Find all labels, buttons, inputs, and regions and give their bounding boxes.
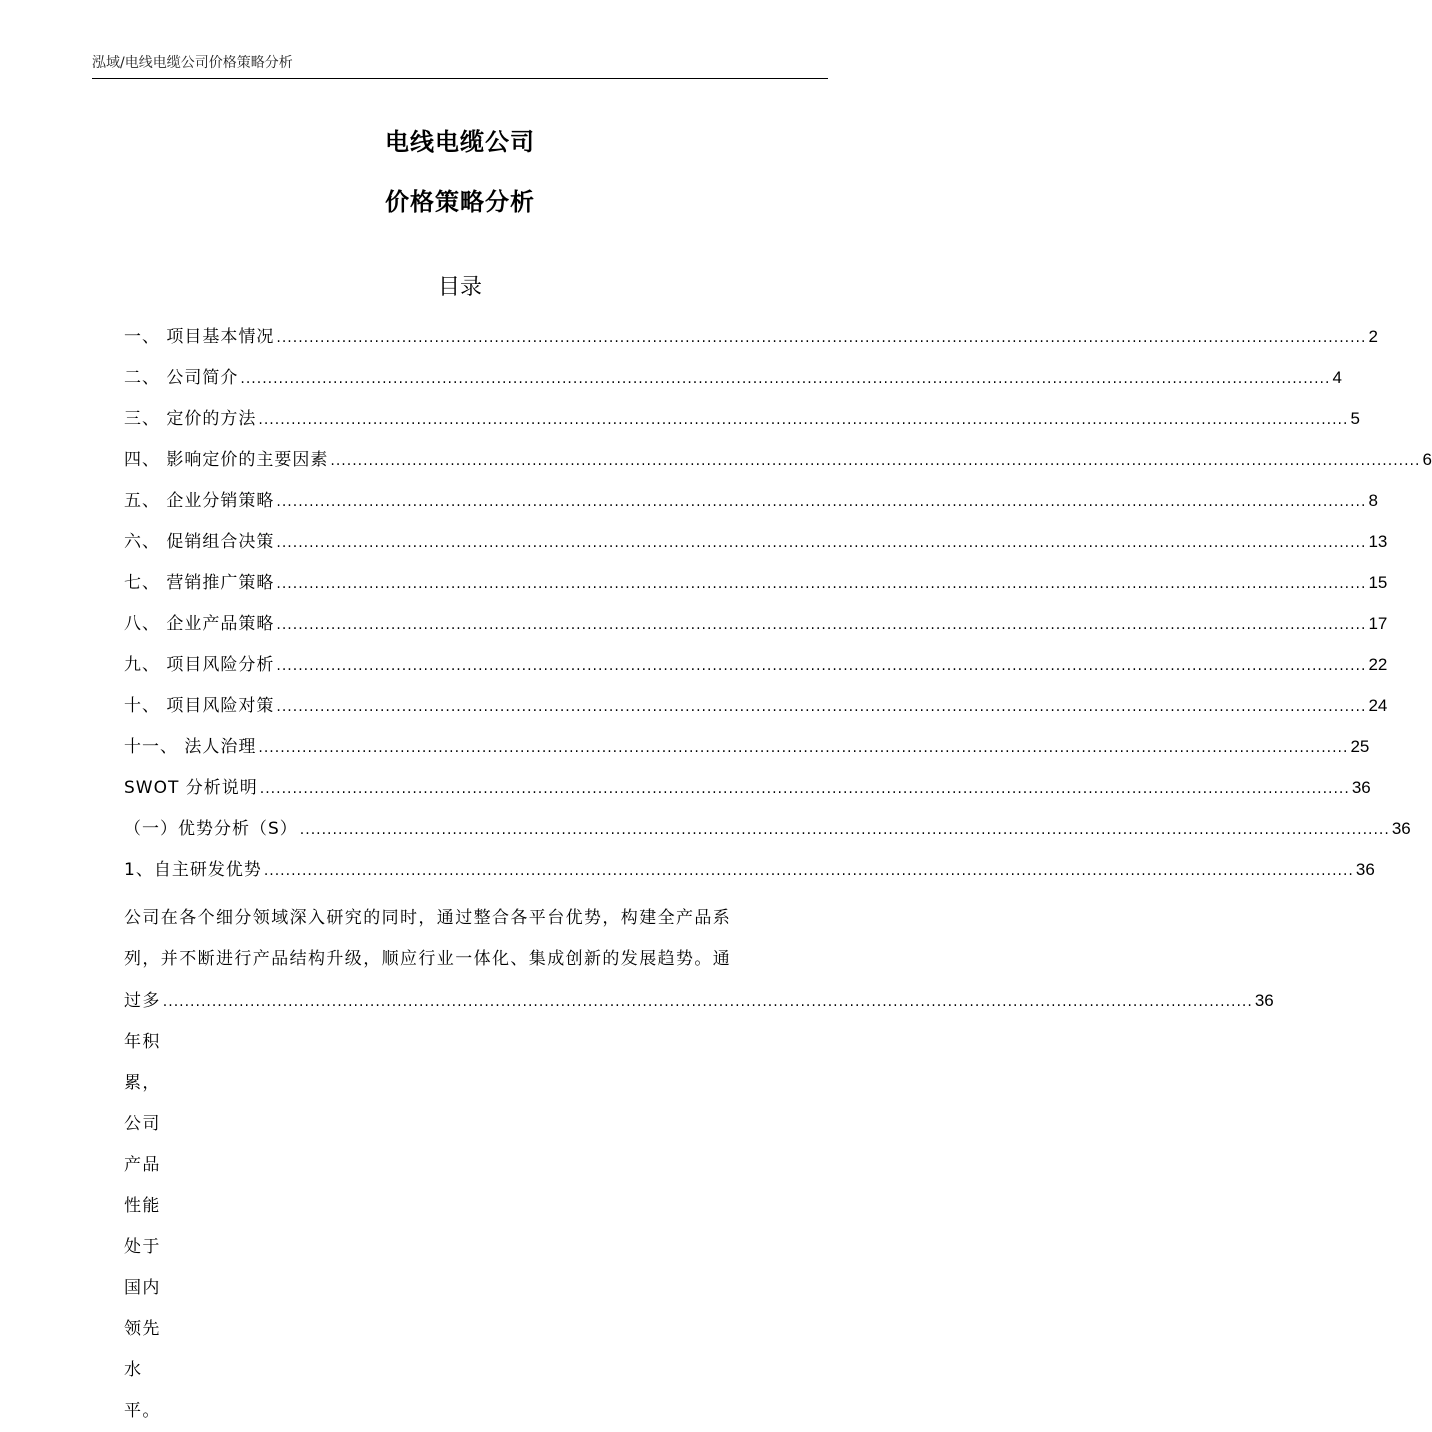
toc-entry[interactable]: [124, 322, 1378, 363]
toc-entry-label: 十一、 法人治理: [124, 737, 257, 757]
toc-leader-dots: ........................................................................................................................................................................................................: [330, 453, 1421, 469]
toc-page-number: 4: [1332, 368, 1342, 387]
toc-page-number: 24: [1368, 696, 1388, 715]
toc-paragraph-line: 过多年积累，公司产品性能处于国内领先水平。: [124, 991, 161, 1421]
toc-page-number: 36: [1254, 991, 1274, 1010]
toc-paragraph-line: 列，并不断进行产品结构升级，顺应行业一体化、集成创新的发展趋势。通: [124, 949, 732, 969]
toc-page-number: 36: [1355, 860, 1375, 879]
document-title-line2: 价格策略分析: [385, 188, 535, 216]
toc-entry-label: SWOT 分析说明: [124, 778, 258, 798]
toc-page-number: 15: [1368, 573, 1388, 592]
toc-page-number: 6: [1422, 450, 1432, 469]
toc-paragraph-entry[interactable]: [124, 898, 1274, 1421]
toc-page-number: 13: [1368, 532, 1388, 551]
toc-leader-dots: ........................................................................................................................................................................................................: [276, 330, 1367, 346]
toc-entry-label: 七、 营销推广策略: [124, 573, 275, 593]
toc-entry[interactable]: [124, 773, 1371, 814]
toc-page-number: 22: [1368, 655, 1388, 674]
toc-entry[interactable]: [124, 650, 1388, 691]
toc-leader-dots: ........................................................................................................................................................................................................: [259, 781, 1350, 797]
toc-leader-dots: ........................................................................................................................................................................................................: [276, 576, 1367, 592]
toc-page-number: 8: [1368, 491, 1378, 510]
toc-entry[interactable]: [124, 691, 1388, 732]
toc-entry-label: 十、 项目风险对策: [124, 696, 275, 716]
toc-leader-dots: ........................................................................................................................................................................................................: [276, 617, 1367, 633]
toc-entry[interactable]: [124, 527, 1388, 568]
toc-page-number: 5: [1350, 409, 1360, 428]
toc-entry[interactable]: [124, 855, 1375, 896]
toc-page-number: 36: [1351, 778, 1371, 797]
document-title-line1: 电线电缆公司: [385, 128, 535, 156]
toc-entry[interactable]: [124, 814, 1411, 855]
toc-leader-dots: ........................................................................................................................................................................................................: [240, 371, 1331, 387]
toc-entry-label: 三、 定价的方法: [124, 409, 257, 429]
toc-paragraph-line: 公司在各个细分领域深入研究的同时，通过整合各平台优势，构建全产品系: [124, 908, 732, 928]
toc-entry[interactable]: [124, 732, 1370, 773]
page-header: [92, 52, 828, 79]
header-text: 泓域/电线电缆公司价格策略分析: [92, 55, 293, 71]
toc-page-number: 17: [1368, 614, 1388, 633]
toc-entry-label: 四、 影响定价的主要因素: [124, 450, 329, 470]
toc-entry-label: （一）优势分析（S）: [124, 819, 298, 839]
toc-leader-dots: ........................................................................................................................................................................................................: [162, 994, 1253, 1010]
toc-entry[interactable]: [124, 486, 1378, 527]
toc-leader-dots: ........................................................................................................................................................................................................: [276, 658, 1367, 674]
toc-entry[interactable]: [124, 363, 1342, 404]
toc-page-number: 2: [1368, 327, 1378, 346]
toc-entry[interactable]: [124, 445, 1432, 486]
toc-entry-label: 一、 项目基本情况: [124, 327, 275, 347]
toc-entry-label: 九、 项目风险分析: [124, 655, 275, 675]
toc-leader-dots: ........................................................................................................................................................................................................: [258, 412, 1349, 428]
toc-entry-label: 六、 促销组合决策: [124, 532, 275, 552]
toc-entry-label: 五、 企业分销策略: [124, 491, 275, 511]
toc-page-number: 36: [1391, 819, 1411, 838]
toc-leader-dots: ........................................................................................................................................................................................................: [299, 822, 1390, 838]
toc-entry-label: 1、自主研发优势: [124, 860, 262, 880]
toc-entry-label: 八、 企业产品策略: [124, 614, 275, 634]
toc-entry[interactable]: [124, 404, 1360, 445]
toc-entry[interactable]: [124, 609, 1388, 650]
toc-leader-dots: ........................................................................................................................................................................................................: [276, 494, 1367, 510]
toc-entry-label: 二、 公司简介: [124, 368, 239, 388]
toc-leader-dots: ........................................................................................................................................................................................................: [276, 535, 1367, 551]
toc-leader-dots: ........................................................................................................................................................................................................: [258, 740, 1349, 756]
toc-leader-dots: ........................................................................................................................................................................................................: [276, 699, 1367, 715]
toc-heading: 目录: [437, 275, 482, 300]
table-of-contents: [124, 322, 1432, 896]
toc-leader-dots: ........................................................................................................................................................................................................: [263, 863, 1354, 879]
toc-page-number: 25: [1350, 737, 1370, 756]
toc-entry[interactable]: [124, 568, 1388, 609]
